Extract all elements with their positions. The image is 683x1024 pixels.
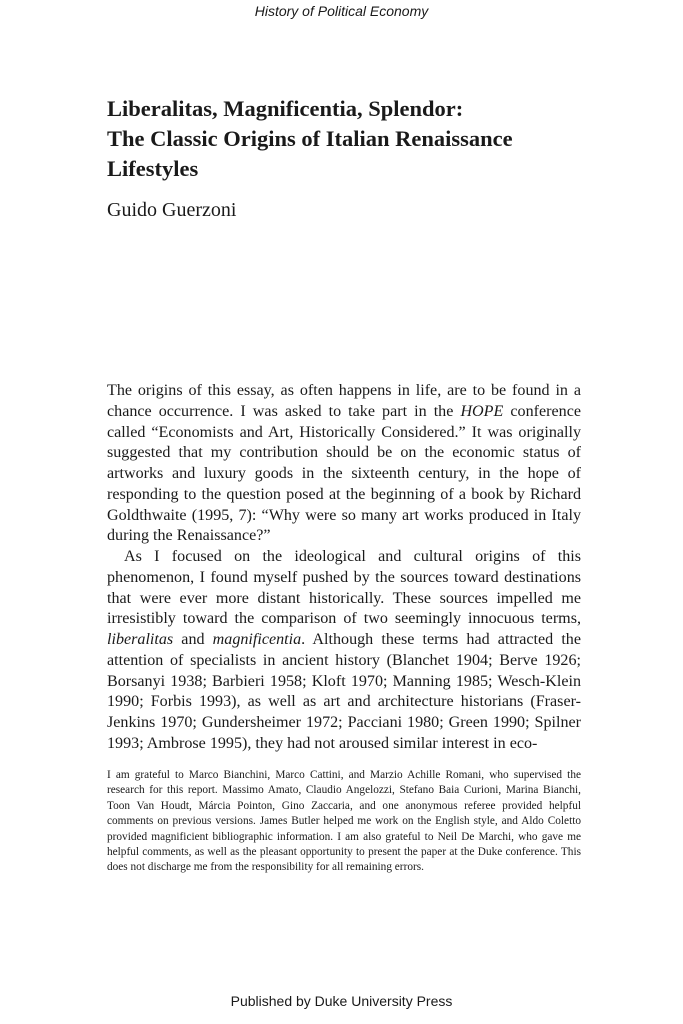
journal-name-italic: HOPE: [460, 402, 504, 420]
title-line-3: Lifestyles: [107, 156, 199, 181]
body-text: [107, 381, 581, 755]
author-name: Guido Guerzoni: [107, 199, 237, 221]
publisher-line: Published by Duke University Press: [230, 993, 453, 1009]
running-head: History of Political Economy: [254, 3, 429, 19]
acknowledgment-footnote: I am grateful to Marco Bianchini, Marco Cattini, and Marzio Achille Romani, who supervised the research for this report. Massimo Amato, Claudio Angelozzi, Stefano Baia Curioni, Marina Bianchi, Toon Van Houdt, Márcia Pointon, Gino Zaccaria, and one anonymous referee provided helpful comments on previous versions. James Butler helped me work on the English style, and Aldo Coletto provided magnificient bibliographic information. I am also grateful to Neil De Marchi, who gave me helpful comments, as well as the pleasant opportunity to present the paper at the Duke conference. This does not discharge me from the responsibility for all remaining errors.: [107, 769, 581, 874]
term-liberalitas: liberalitas: [107, 631, 174, 648]
paragraph-2-text-c: . Although these terms had attracted the attention of specialists in ancient history (Blanchet 1904; Berve 1926; Borsanyi 1938; Barbieri 1958; Kloft 1970; Manning 1985; Wesch-Klein 1990; Forbis 1993), as well as art and architecture historians (Fraser-Jenkins 1970; Gundersheimer 1972; Pacciani 1980; Green 1990; Spilner 1993; Ambrose 1995), they had not aroused similar interest in eco-: [107, 631, 581, 752]
paragraph-2-text-a: As I focused on the ideological and cultural origins of this phenomenon, I found myself pushed by the sources toward destinations that were ever more distant historically. These sources impelled me irresistibly toward the comparison of two seemingly innocuous terms,: [107, 548, 581, 628]
paragraph-1-text-b: conference called “Economists and Art, Historically Considered.” It was originally suggested that my contribution should be on the economic status of artworks and luxury goods in the sixteenth century, in the hope of responding to the question posed at the beginning of a book by Richard Goldthwaite (1995, 7): “Why were so many art works produced in Italy during the Renaissance?”: [107, 402, 581, 545]
title-line-1: Liberalitas, Magnificentia, Splendor:: [107, 96, 464, 121]
paragraph-2-text-b: and: [173, 631, 213, 648]
term-magnificentia: magnificentia: [212, 631, 302, 648]
paragraph-1-text-a: The origins of this essay, as often happens in life, are to be found in a chance occurrence. I was asked to take part in the: [107, 382, 581, 420]
article-title: [107, 94, 587, 184]
paragraph-2: [107, 547, 581, 755]
paragraph-1: [107, 381, 581, 547]
title-line-2: The Classic Origins of Italian Renaissance: [107, 126, 513, 151]
